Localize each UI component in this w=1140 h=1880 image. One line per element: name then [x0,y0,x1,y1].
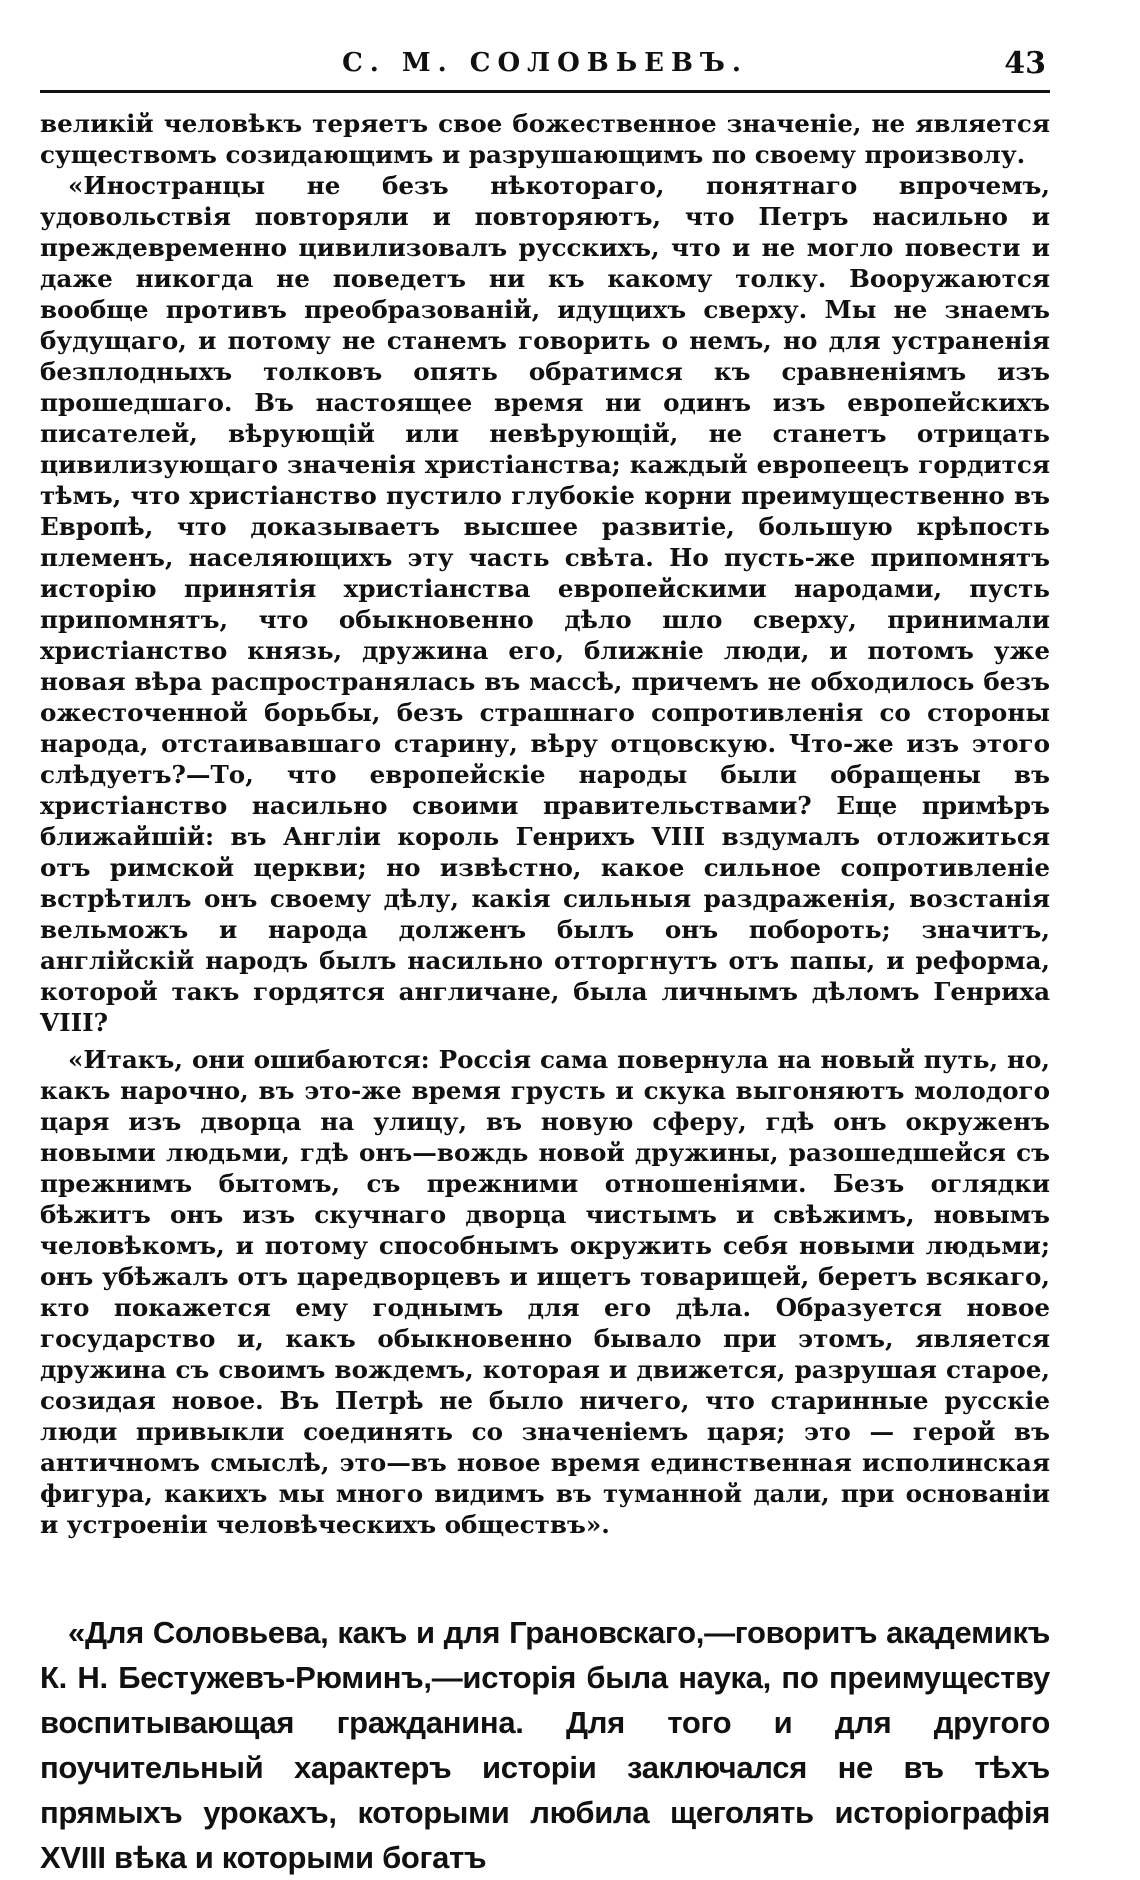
main-text [40,108,1050,1540]
paragraph-1: великій человѣкъ теряетъ свое божественное значеніе, не является существомъ созидающимъ и разрушающимъ по своему произволу. [40,109,1050,169]
running-title: С. М. СОЛОВЬЕВЪ. [342,48,748,78]
header-rule [40,90,1050,93]
page-number: 43 [1004,46,1046,81]
paragraph-3: «Итакъ, они ошибаются: Россія сама повернула на новый путь, но, какъ нарочно, въ это-же время грусть и скука выгоняютъ молодого царя изъ дворца на улицу, въ новую сферу, гдѣ онъ окруженъ новыми людьми, гдѣ онъ—вождь новой дружины, разошедшейся съ прежнимъ бытомъ, съ прежними отношеніями. Безъ оглядки бѣжитъ онъ изъ скучнаго дворца чистымъ и свѣжимъ, новымъ человѣкомъ, и потому способнымъ окружить себя новыми людьми; онъ убѣжалъ отъ царедворцевъ и ищетъ товарищей, беретъ всякаго, кто покажется ему годнымъ для его дѣла. Образуется новое государство и, какъ обыкновенно бывало при этомъ, является дружина съ своимъ вождемъ, которая и движется, разрушая старое, созидая новое. Въ Петрѣ не было ничего, что старинные русскіе люди привыкли соединять со значеніемъ царя; это — герой въ античномъ смыслѣ, это—въ новое время единственная исполинская фигура, какихъ мы много видимъ въ туманной дали, при основаніи и устроеніи человѣческихъ обществъ». [40,1045,1050,1539]
book-page [40,44,1050,1880]
running-header [40,44,1050,86]
paragraph-2: «Иностранцы не безъ нѣкотораго, понятнаго впрочемъ, удовольствія повторяли и повторяютъ, что Петръ насильно и преждевременно цивилизовалъ русскихъ, что и не могло повести и даже никогда не поведетъ ни къ какому толку. Вооружаются вообще противъ преобразованій, идущихъ сверху. Мы не знаемъ будущаго, и потому не станемъ говорить о немъ, но для устраненія безплодныхъ толковъ опять обратимся къ сравненіямъ изъ прошедшаго. Въ настоящее время ни одинъ изъ европейскихъ писателей, вѣрующій или невѣрующій, не станетъ отрицать цивилизующаго значенія христіанства; каждый европеецъ гордится тѣмъ, что христіанство пустило глубокіе корни преимущественно въ Европѣ, что доказываетъ высшее развитіе, большую крѣпость племенъ, населяющихъ эту часть свѣта. Но пусть-же припомнятъ исторію принятія христіанства европейскими народами, пусть припомнятъ, что обыкновенно дѣло шло сверху, принимали христіанство князь, дружина его, ближніе люди, и потомъ уже новая вѣра распространялась въ массѣ, причемъ не обходилось безъ ожесточенной борьбы, безъ страшнаго сопротивленія со стороны народа, отстаивавшаго старину, вѣру отцовскую. Что-же изъ этого слѣдуетъ?—То, что европейскіе народы были обращены въ христіанство насильно своими правительствами? Еще примѣръ ближайшій: въ Англіи король Генрихъ VIII вздумалъ отложиться отъ римской церкви; но извѣстно, какое сильное сопротивленіе встрѣтилъ онъ своему дѣлу, какія сильныя раздраженія, возстанія вельможъ и народа долженъ былъ онъ побороть; значитъ, англійскій народъ былъ насильно отторгнутъ отъ папы, и реформа, которой такъ гордятся англичане, была личнымъ дѣломъ Генриха VIII? [40,171,1050,1037]
quotation-paragraph: «Для Соловьева, какъ и для Грановскаго,—говоритъ академикъ К. Н. Бестужевъ-Рюминъ,—исторія была наука, по преимуществу воспитывающая гражданина. Для того и для другого поучительный характеръ исторіи заключался не въ тѣхъ прямыхъ урокахъ, которыми любила щеголять исторіографія XVIII вѣка и которыми богатъ [40,1615,1050,1875]
